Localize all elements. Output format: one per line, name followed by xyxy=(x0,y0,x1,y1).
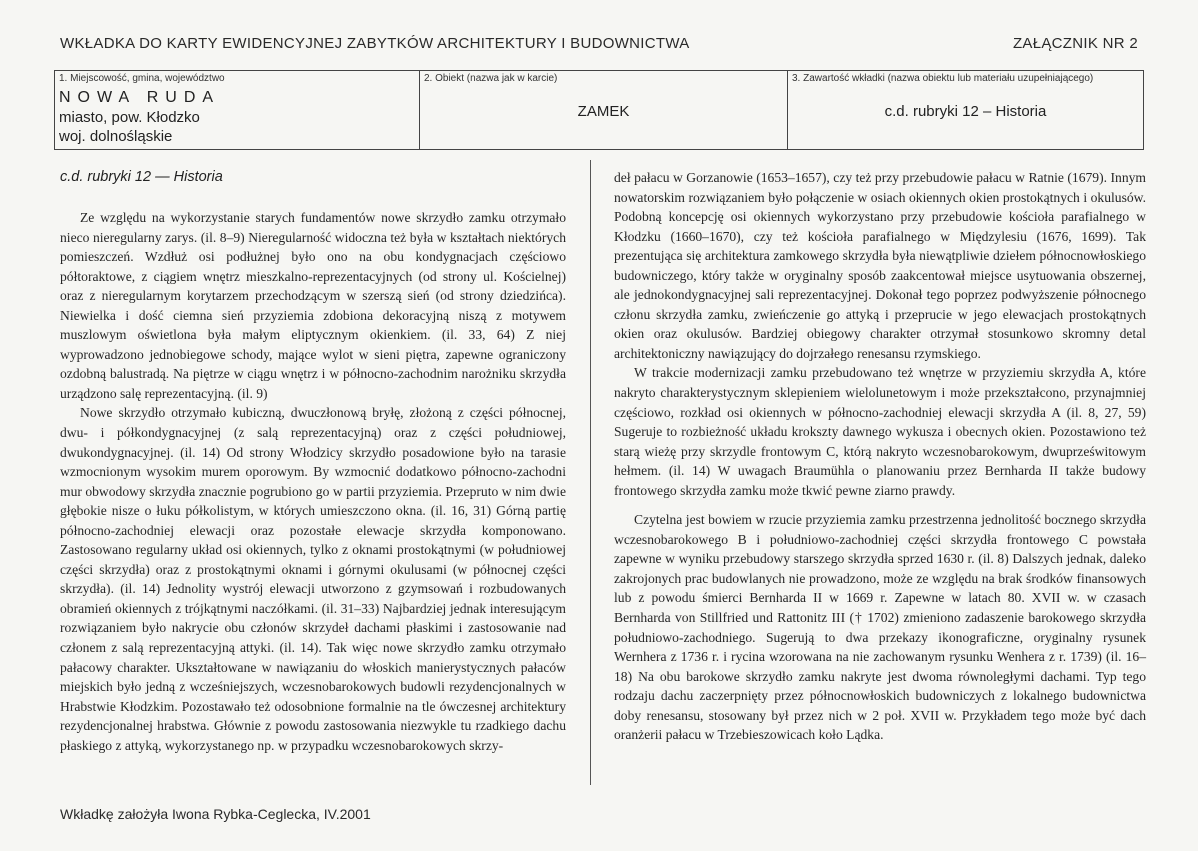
content-cell xyxy=(787,71,1143,149)
section-heading: c.d. rubryki 12 — Historia xyxy=(60,169,223,185)
paragraph: deł pałacu w Gorzanowie (1653–1657), czy też przy przebudowie pałacu w Ratnie (1679). Innym nowatorskim rozwiązaniem było połączenie w osiach okiennych okien prostokątnych i okulusów. Podobną koncepcję osi okiennych wykorzystano przy przebudowie kościoła parafialnego w Kłodzku (1660–1670), czy też kościoła parafialnego w Międzylesiu (1676, 1699). Tak prezentująca się architektura zamkowego skrzydła była niewątpliwie dziełem północnowłoskiego budowniczego, który także w oryginalny sposób zaakcentował miejsce usytuowania obszernej, ale jednokondygnacyjnej sali reprezentacyjnej. Dokonał tego poprzez podwyższenie północnego członu skrzydła zamku, zwieńczenie go attyką i przeprucie w jego elewacjach prostokątnych okien oraz okulusów. Bardziej obiegowy charakter otrzymał stosunkowo skromny detal architektoniczny nawiązujący do dojrzałego renesansu rzymskiego. xyxy=(614,170,1146,361)
footer-author: Wkładkę założyła Iwona Rybka-Ceglecka, IV.2001 xyxy=(60,806,371,822)
paragraph: Nowe skrzydło otrzymało kubiczną, dwuczłonową bryłę, złożoną z części północnej, dwu- i półkondygnacyjnej (z salą reprezentacyjną) oraz z części południowej, dwukondygnacyjnej. (il. 14) Od strony Włodzicy skrzydło posadowione było na tarasie wzmocnionym wysokim murem oporowym. By wzmocnić dodatkowo północno-zachodni mur obwodowy skrzydła znacznie pogrubiono go w partii przyziemia. Przeprutо w nim dwie głębokie nisze o łuku półkolistym, w których umieszczono okna. (il. 16, 31) Górną partię północno-zachodniej elewacji oraz pozostałe elewacje skrzydła komponowano. Zastosowano regularny układ osi okiennych, tylko z oknami prostokątnymi (w południowej części skrzydła) oraz z prostokątnymi oknami i górnymi okulusami (w północnej części skrzydła). (il. 14) Jednolity wystrój elewacji utworzono z gzymsowań i rozbudowanych obramień okiennych z trójkątnymi naczółkami. (il. 31–33) Najbardziej jednak interesującym rozwiązaniem było nakrycie obu członów skrzydeł dachami płaskimi i zastosowanie nad członem z salą reprezentacyjną attyki. (il. 14). Tak więc nowe skrzydło zamku otrzymało pałacowy charakter. Ukształtowane w nawiązaniu do włoskich manierystycznych pałaców miejskich było jedną z wcześniejszych, wczesnobarokowych budowli rezydencjonalnych w Hrabstwie Kłodzkim. Pozostawało też odosobnione formalnie na tle ówczesnej architektury rezydencjonalnej hrabstwa. Głównie z powodu zastosowania niezwykle tu rzadkiego dachu płaskiego z attyką, wykorzystanego np. w przypadku wczesnobarokowych skrzy- xyxy=(60,405,566,753)
column-divider xyxy=(590,160,591,785)
annex-number: ZAŁĄCZNIK NR 2 xyxy=(1012,35,1138,52)
content-label: 3. Zawartość wkładki (nazwa obiektu lub materiału uzupełniającego) xyxy=(792,73,1094,84)
location-name: NOWA RUDA xyxy=(59,89,221,106)
content-value: c.d. rubryki 12 – Historia xyxy=(884,103,1047,120)
object-value: ZAMEK xyxy=(577,103,630,120)
object-cell xyxy=(419,71,787,149)
right-text-column xyxy=(614,168,1146,745)
paragraph: Ze względu na wykorzystanie starych fundamentów nowe skrzydło zamku otrzymało nieco nieregularny zarys. (il. 8–9) Nieregularność widoczna też była w kształtach niektórych pomieszczeń. Wzdłuż osi podłużnej było ono na obu kondygnacjach częściowo półtoraktowe, z ciągiem wnętrz mieszkalno-reprezentacyjnych (od strony ul. Kościelnej) oraz z nieregularnym korytarzem przechodzącym w szerszą sień (od strony dziedzińca). Niewielka i dość ciemna sień przyziemia zdobiona dekoracyjną niszą z motywem muszlowym oświetlona była małym eliptycznym okienkiem. (il. 33, 64) Z niej wyprowadzono jednobiegowe schody, mające wylot w sieni piętra, zapewne ograniczony ozdobną balustradą. Na piętrze w ciągu wnętrz i w północno-zachodnim narożniku skrzydła urządzono salę reprezentacyjną. (il. 9) xyxy=(60,210,566,401)
object-label: 2. Obiekt (nazwa jak w karcie) xyxy=(424,73,558,84)
paragraph: Czytelna jest bowiem w rzucie przyziemia zamku przestrzenna jednolitość bocznego skrzydła wczesnobarokowego B i południowo-zachodniej części skrzydła frontowego C powstała zapewne w wyniku przebudowy starszego skrzydła sprzed 1630 r. (il. 8) Dalszych jednak, daleko zakrojonych prac budowlanych nie prowadzono, może ze względu na brak środków finansowych lub z powodu śmierci Bernharda II w 1669 r. Zapewne w latach 80. XVII w. w czasach Bernharda von Stillfried und Rattonitz III († 1702) zmieniono zadaszenie barokowego skrzydła południowo-zachodniego. Sugerują to dwa przekazy ikonograficzne, oryginalny rysunek Wernhera z 1736 r. i rycina wzorowana na nie zachowanym rysunku Wenhera z r. 1739) (il. 16–18) Na obu barokowe skrzydło zamku nakryte jest dwoma równoległymi dachami. Typ tego rodzaju dachu zaczerpnięty przez północnowłoskich budowniczych z lokalnego budownictwa doby renesansu, stosowany był przez nich w 2 poł. XVII w. Przykładem tego może być dach oranżerii pałacu w Trzebieszowicach koło Lądka. xyxy=(614,512,1146,743)
paragraph: W trakcie modernizacji zamku przebudowano też wnętrze w przyziemiu skrzydła A, które nakryto charakterystycznym sklepieniem wielolunetowym i może przekształcono, przynajmniej częściowo, rozkład osi okiennych w północno-zachodniej elewacji skrzydła A (il. 8, 27, 59) Sugeruje to rozbieżność układu krokszty dawnego wykusza i obecnych okien. Pozostawiono też starą wieżę przy skrzydle frontowym C, którą nakryto wczesnobarokowym, dwuprześwitowym hełmem. (il. 14) W uwagach Braumühla o planowaniu przez Bernharda II także budowy frontowego skrzydła zamku może tkwić pewne ziarno prawdy. xyxy=(614,365,1146,498)
location-county: miasto, pow. Kłodzko xyxy=(59,109,200,126)
document-title: WKŁADKA DO KARTY EWIDENCYJNEJ ZABYTKÓW ARCHITEKTURY I BUDOWNICTWA xyxy=(60,35,690,52)
location-voivodeship: woj. dolnośląskie xyxy=(59,128,173,145)
left-text-column xyxy=(60,208,566,755)
location-cell xyxy=(55,71,419,149)
header-table xyxy=(54,70,1144,150)
location-label: 1. Miejscowość, gmina, województwo xyxy=(59,73,225,84)
